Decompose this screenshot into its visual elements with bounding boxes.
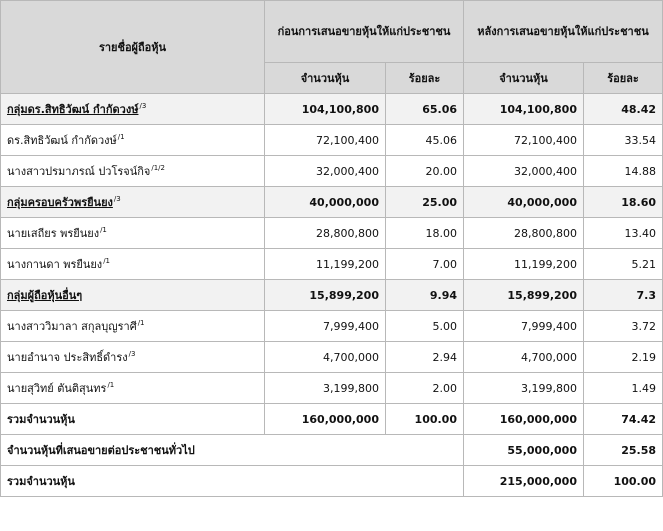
before-shares-cell: 11,199,200 xyxy=(265,249,386,280)
after-percent-cell: 7.3 xyxy=(584,280,663,311)
footnote-marker: /3 xyxy=(113,195,121,204)
after-percent-cell: 18.60 xyxy=(584,187,663,218)
shareholder-name: กลุ่มผู้ถือหุ้นอื่นๆ xyxy=(1,280,265,311)
table-row-group xyxy=(1,280,663,311)
table-row xyxy=(1,342,663,373)
after-percent-header: ร้อยละ xyxy=(584,63,663,94)
footnote-marker: /1 xyxy=(107,381,115,390)
shareholder-name: นายอำนาจ ประสิทธิ์ดำรง$^{/3}$ xyxy=(1,342,265,373)
shareholder-name: นางสาววิมาลา สกุลบุญราศี$^{/1}$ xyxy=(1,311,265,342)
footnote-marker: /1 xyxy=(103,257,110,266)
before-shares-cell: 4,700,000 xyxy=(265,342,386,373)
footnote-marker: /1/2 xyxy=(151,164,165,173)
before-percent-header: ร้อยละ xyxy=(386,63,464,94)
footnote-marker: /3 xyxy=(139,102,147,111)
after-shares-cell: 32,000,400 xyxy=(464,156,584,187)
footnote-marker: /1 xyxy=(117,133,125,142)
after-percent-cell: 5.21 xyxy=(584,249,663,280)
before-percent-cell: 65.06 xyxy=(386,94,464,125)
grand-total-label: รวมจำนวนหุ้น xyxy=(1,466,464,497)
table-row-public-offering xyxy=(1,435,663,466)
before-percent-cell: 25.00 xyxy=(386,187,464,218)
footnote-marker: /3 xyxy=(128,350,136,359)
after-percent-cell: 33.54 xyxy=(584,125,663,156)
table-row-grand-total xyxy=(1,466,663,497)
after-percent-cell: 1.49 xyxy=(584,373,663,404)
after-offering-header: หลังการเสนอขายหุ้นให้แก่ประชาชน xyxy=(464,1,663,63)
before-shares-cell: 72,100,400 xyxy=(265,125,386,156)
before-shares-cell: 28,800,800 xyxy=(265,218,386,249)
footnote-marker: /1 xyxy=(137,319,145,328)
after-shares-cell: 3,199,800 xyxy=(464,373,584,404)
shareholder-name: นายสุวิทย์ ตันติสุนทร$^{/1}$ xyxy=(1,373,265,404)
after-shares-header: จำนวนหุ้น xyxy=(464,63,584,94)
shareholder-name: ดร.สิทธิวัฒน์ กำกัดวงษ์$^{/1}$ xyxy=(1,125,265,156)
before-shares-cell: 160,000,000 xyxy=(265,404,386,435)
before-percent-cell: 5.00 xyxy=(386,311,464,342)
header-row-main xyxy=(1,1,663,63)
before-shares-cell: 40,000,000 xyxy=(265,187,386,218)
shareholder-name: นางสาวปรมาภรณ์ ปวโรจน์กิจ$^{/1/2}$ xyxy=(1,156,265,187)
before-percent-cell: 9.94 xyxy=(386,280,464,311)
subtotal-label: รวมจำนวนหุ้น xyxy=(1,404,265,435)
table-row-group xyxy=(1,94,663,125)
table-row xyxy=(1,156,663,187)
before-shares-cell: 15,899,200 xyxy=(265,280,386,311)
before-percent-cell: 20.00 xyxy=(386,156,464,187)
before-shares-cell: 3,199,800 xyxy=(265,373,386,404)
after-percent-cell: 3.72 xyxy=(584,311,663,342)
after-percent-cell: 100.00 xyxy=(584,466,663,497)
after-shares-cell: 55,000,000 xyxy=(464,435,584,466)
after-percent-cell: 13.40 xyxy=(584,218,663,249)
after-shares-cell: 215,000,000 xyxy=(464,466,584,497)
shareholder-name: นางกานดา พรยืนยง$^{/1}$ xyxy=(1,249,265,280)
shareholder-column-header: รายชื่อผู้ถือหุ้น xyxy=(1,1,265,94)
table-row xyxy=(1,218,663,249)
after-percent-cell: 25.58 xyxy=(584,435,663,466)
before-percent-cell: 18.00 xyxy=(386,218,464,249)
before-percent-cell: 45.06 xyxy=(386,125,464,156)
after-shares-cell: 104,100,800 xyxy=(464,94,584,125)
after-shares-cell: 7,999,400 xyxy=(464,311,584,342)
after-shares-cell: 40,000,000 xyxy=(464,187,584,218)
before-percent-cell: 2.00 xyxy=(386,373,464,404)
after-percent-cell: 74.42 xyxy=(584,404,663,435)
table-row-group xyxy=(1,187,663,218)
table-row xyxy=(1,249,663,280)
shareholder-name: นายเสถียร พรยืนยง$^{/1}$ xyxy=(1,218,265,249)
after-shares-cell: 11,199,200 xyxy=(464,249,584,280)
after-shares-cell: 72,100,400 xyxy=(464,125,584,156)
before-percent-cell: 7.00 xyxy=(386,249,464,280)
before-shares-cell: 32,000,400 xyxy=(265,156,386,187)
after-percent-cell: 14.88 xyxy=(584,156,663,187)
before-percent-cell: 2.94 xyxy=(386,342,464,373)
footnote-marker: /1 xyxy=(100,226,107,235)
after-shares-cell: 15,899,200 xyxy=(464,280,584,311)
before-percent-cell: 100.00 xyxy=(386,404,464,435)
before-shares-cell: 7,999,400 xyxy=(265,311,386,342)
table-row-subtotal xyxy=(1,404,663,435)
before-offering-header: ก่อนการเสนอขายหุ้นให้แก่ประชาชน xyxy=(265,1,464,63)
before-shares-header: จำนวนหุ้น xyxy=(265,63,386,94)
after-percent-cell: 48.42 xyxy=(584,94,663,125)
shareholder-name: กลุ่มดร.สิทธิวัฒน์ กำกัดวงษ์$^{/3}$ xyxy=(1,94,265,125)
after-shares-cell: 160,000,000 xyxy=(464,404,584,435)
before-shares-cell: 104,100,800 xyxy=(265,94,386,125)
table-row xyxy=(1,373,663,404)
after-shares-cell: 4,700,000 xyxy=(464,342,584,373)
table-row xyxy=(1,125,663,156)
after-percent-cell: 2.19 xyxy=(584,342,663,373)
after-shares-cell: 28,800,800 xyxy=(464,218,584,249)
public-offering-label: จำนวนหุ้นที่เสนอขายต่อประชาชนทั่วไป xyxy=(1,435,464,466)
table-row xyxy=(1,311,663,342)
shareholder-name: กลุ่มครอบครัวพรยืนยง$^{/3}$ xyxy=(1,187,265,218)
